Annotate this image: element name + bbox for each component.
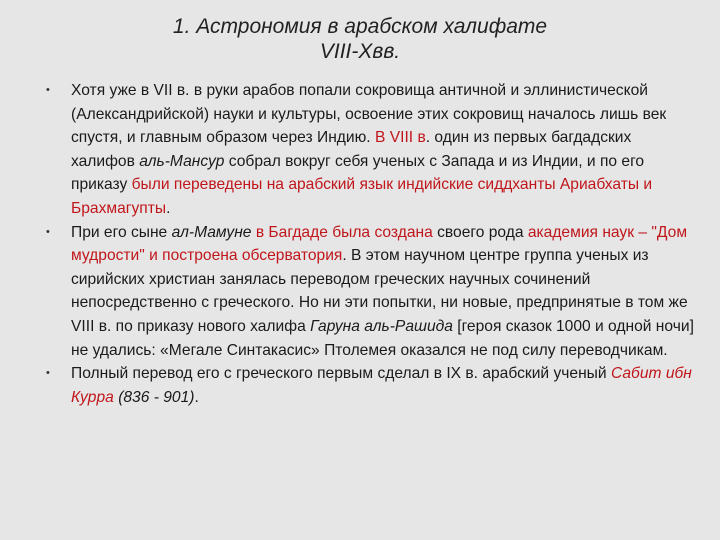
italic-name: ал-Мамуне xyxy=(171,223,252,241)
bullet-icon: • xyxy=(46,367,50,380)
slide-title-line-2: VIII-Xвв. xyxy=(319,40,401,63)
text-segment: При его сыне xyxy=(71,223,172,241)
highlighted-text: академия наук – "Дом мудрости" и построена обсерватория xyxy=(71,223,688,265)
text-segment: своего рода xyxy=(432,223,528,241)
text-segment: . xyxy=(166,199,171,217)
text-segment: . В этом научном центре группа ученых из сирийских христиан занялась переводом греческих научных сочинений непосредственно с греческого. Но ни эти попытки, ни новые, предпринятые в том же VIII в. по приказу нового халифа xyxy=(71,247,688,335)
bullet-item xyxy=(46,362,696,409)
italic-name: аль-Мансур xyxy=(139,152,225,170)
bullet-item xyxy=(46,221,696,363)
italic-name: Гаруна аль-Рашида xyxy=(310,317,453,335)
text-segment: Хотя уже в VII в. в руки арабов попали сокровища античной и эллинистической (Александрийской) науки и культуры, освоение этих сокровищ началось лишь век спустя, и главным образом через Индию. xyxy=(71,82,667,147)
text-segment: Полный перевод его с греческого первым сделал в IX в. арабский ученый xyxy=(71,365,611,383)
bullet-text xyxy=(71,224,694,359)
highlighted-text: были переведены на арабский язык индийские сиддханты Ариабхаты и Брахмагупты xyxy=(71,176,653,217)
highlighted-text: В VIII в xyxy=(374,129,426,147)
highlighted-italic-name: Сабит ибн Курра xyxy=(71,365,692,406)
bullet-text xyxy=(71,365,692,406)
slide-title-line-1: 1. Астрономия в арабском халифате xyxy=(172,15,548,38)
text-segment: . один из первых багдадских халифов xyxy=(71,129,632,170)
highlighted-text: в Багдаде была создана xyxy=(255,223,433,241)
bullet-list xyxy=(46,79,696,409)
italic-dates: (836 - 901) xyxy=(118,388,195,406)
bullet-item xyxy=(46,79,696,221)
text-segment: собрал вокруг себя ученых с Запада и из Индии, и по его приказу xyxy=(71,152,645,194)
slide-title xyxy=(90,14,630,64)
bullet-icon: • xyxy=(46,84,50,96)
bullet-icon: • xyxy=(46,225,50,238)
text-segment: . xyxy=(194,388,199,406)
bullet-text xyxy=(71,82,666,217)
text-segment: [героя сказок 1000 и одной ночи] не удались: «Мегале Синтакасис» Птолемея оказался не под силу переводчикам. xyxy=(71,317,694,359)
